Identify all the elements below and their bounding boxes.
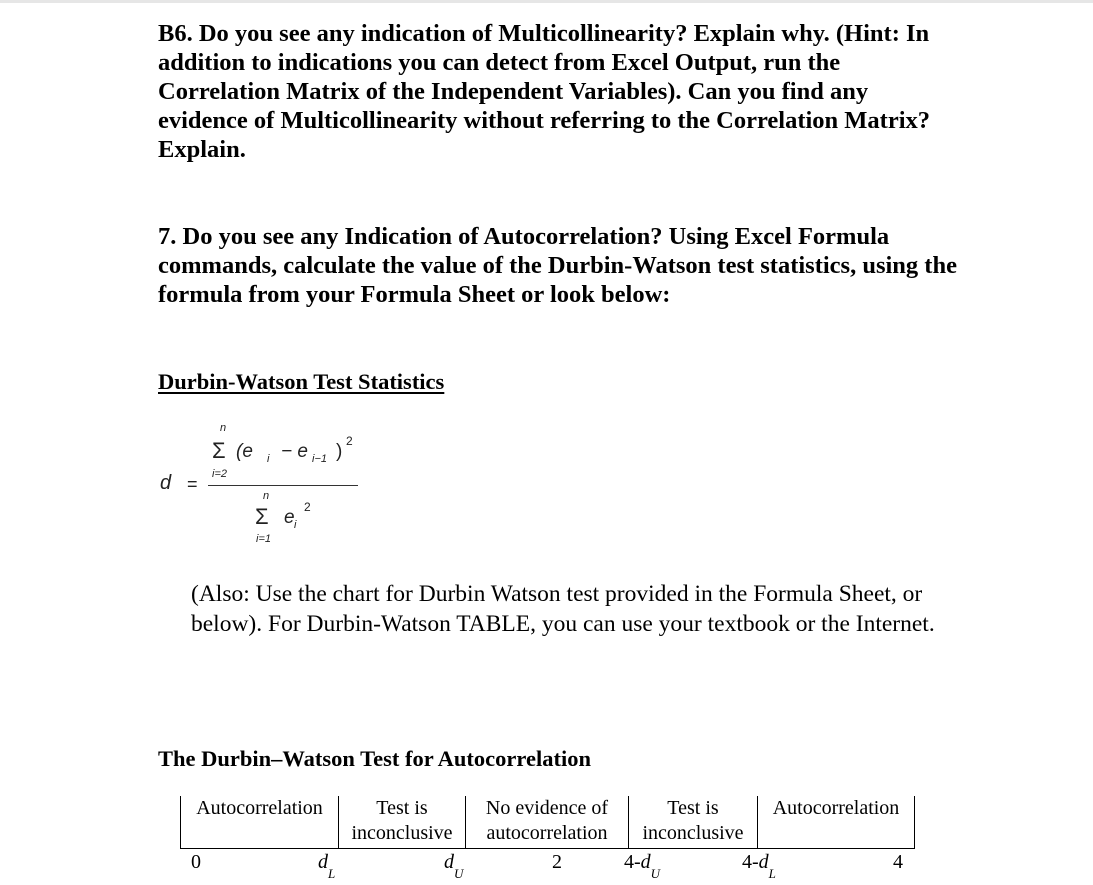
also-note: (Also: Use the chart for Durbin Watson test provided in the Formula Sheet, or below). For Durbin-Watson TABLE, you can use your textbook or the Internet. [191,581,935,637]
scale-axis [180,848,915,849]
numerator-term: (e [236,441,253,462]
region-label: autocorrelation [486,822,608,844]
tick-4-minus-dl-subscript: L [768,866,776,881]
dw-table-title: The Durbin–Watson Test for Autocorrelation [158,746,591,771]
tick-du [444,850,463,881]
tick-zero: 0 [191,851,201,873]
region-label: No evidence of [485,797,609,819]
region-label: inconclusive [642,822,744,844]
numerator-sum-lower: i=2 [212,468,227,480]
tick-du-symbol: d [444,851,454,873]
tick-two: 2 [552,851,562,873]
region-label: Test is [667,797,719,819]
dw-statistics-heading: Durbin-Watson Test Statistics [158,369,445,394]
numerator-sigma: Σ [212,438,226,463]
region-negative-autocorrelation [758,796,914,848]
tick-4-minus-dl [742,850,776,881]
denominator-sub: i [294,519,297,531]
question-b6: B6. Do you see any indication of Multicollinearity? Explain why. (Hint: In addition to indications you can detect from Excel Output, run the Correlation Matrix of the Independent Variables). Can you find any evidence of Multicollinearity without referring to the Correlation Matrix? Explain. [158,20,931,163]
tick-4-minus-du-symbol: d [640,851,651,873]
formula-equals: = [187,474,198,494]
denominator-term: e [284,507,295,528]
numerator-power: 2 [346,434,353,448]
tick-du-subscript: U [454,866,464,881]
denominator-sum-lower: i=1 [256,533,271,545]
region-label: Autocorrelation [772,797,900,819]
numerator-sum-upper: n [220,422,227,434]
tick-4-minus-du-prefix: 4- [624,851,641,873]
denominator-power: 2 [304,500,311,514]
numerator-sub-i-minus-1: i−1 [312,453,327,465]
tick-4-minus-dl-symbol: d [758,851,769,873]
region-label: inconclusive [351,822,453,844]
tick-dl-symbol: d [318,851,328,873]
region-inconclusive-right [629,796,757,848]
tick-dl-subscript: L [328,866,336,881]
denominator-sigma: Σ [255,504,269,529]
region-positive-autocorrelation [181,796,338,848]
denominator-sum-upper: n [263,490,270,502]
numerator-close-paren: ) [336,441,343,462]
region-label: Autocorrelation [196,797,323,819]
region-label: Test is [376,797,428,819]
tick-4-minus-du [624,850,660,881]
tick-4-minus-du-subscript: U [650,866,661,881]
tick-four: 4 [893,851,903,873]
tick-4-minus-dl-prefix: 4- [742,851,759,873]
region-inconclusive-left [339,796,465,848]
formula-lhs: d [160,472,172,494]
region-no-evidence [466,796,628,848]
boundary-4 [914,796,915,849]
numerator-sub-i: i [267,453,270,465]
tick-dl [318,850,335,881]
question-7: 7. Do you see any Indication of Autocorrelation? Using Excel Formula commands, calculate the value of the Durbin-Watson test statistics, using the formula from your Formula Sheet or look below: [158,223,957,308]
numerator-minus-term: − e [281,441,308,462]
